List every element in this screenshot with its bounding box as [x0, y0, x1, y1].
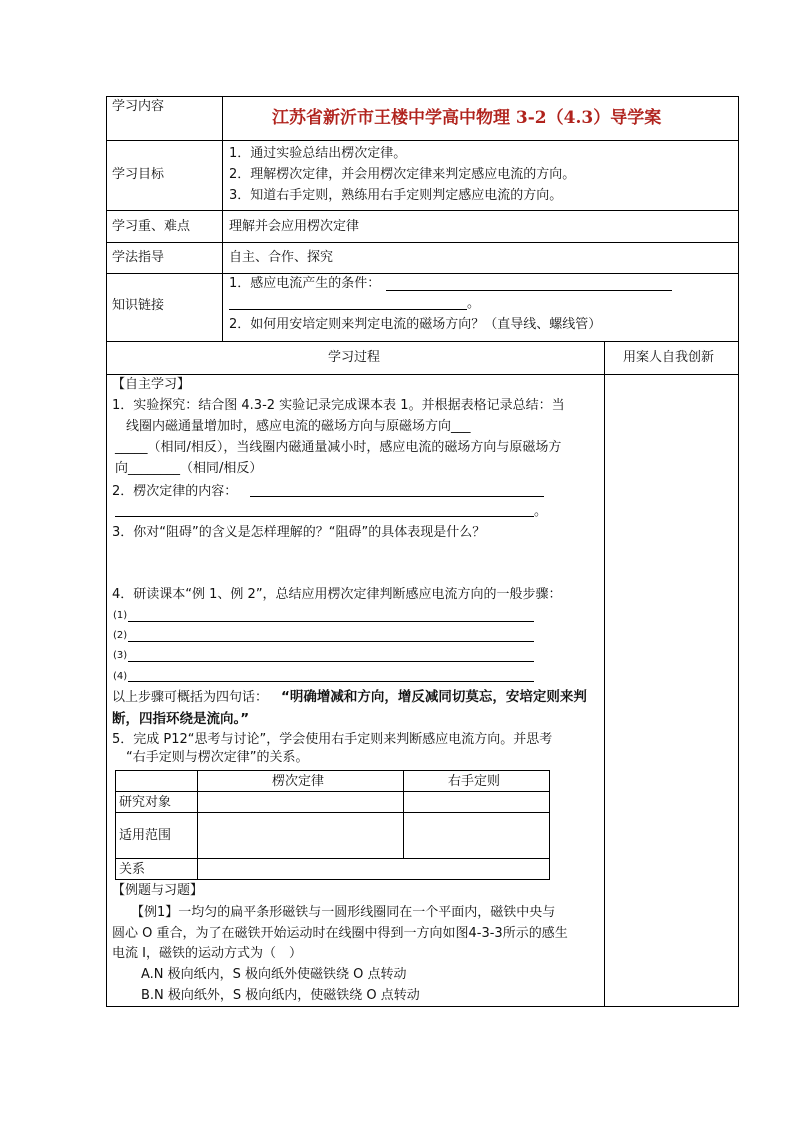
answer-line [128, 641, 534, 642]
question-1-line3: _____（相同/相反），当线圈内磁通量减小时，感应电流的磁场方向与原磁场方 [115, 440, 562, 455]
method-value: 自主、合作、探究 [229, 250, 334, 265]
row-label-content: 学习内容 [112, 99, 165, 114]
table-row-relation: 关系 [119, 862, 146, 877]
question-3: 3．你对“阻碍”的含义是怎样理解的？“阻碍”的具体表现是什么？ [112, 525, 486, 540]
option-a: A.N 极向纸内，S 极向纸外使磁铁绕 O 点转动 [141, 967, 407, 982]
step-number: (4) [113, 671, 128, 682]
page-title: 江苏省新沂市王楼中学高中物理 3-2（4.3）导学案 [272, 108, 662, 128]
step-number: (1) [113, 610, 128, 621]
example-1-line3: 电流 I，磁铁的运动方式为（ ） [112, 946, 302, 961]
question-1-line4: 向________（相同/相反） [115, 461, 263, 476]
row-label-links: 知识链接 [112, 298, 165, 313]
step-number: (3) [113, 650, 128, 661]
answer-line [128, 661, 534, 662]
focus-value: 理解并会应用楞次定律 [229, 219, 360, 234]
option-b: B.N 极向纸外，S 极向纸内，使磁铁绕 O 点转动 [141, 988, 420, 1003]
example-1: 【例1】一均匀的扁平条形磁铁与一圆形线圈同在一个平面内，磁铁中央与 [131, 905, 556, 920]
section-self-study: 【自主学习】 [112, 377, 191, 392]
process-header: 学习过程 [328, 350, 381, 365]
question-1-line2: 线圈内磁通量增加时，感应电流的磁场方向与原磁场方向___ [126, 419, 471, 434]
question-2-end: 。 [534, 504, 548, 519]
link-end: 。 [467, 296, 481, 311]
question-4: 4．研读课本“例 1、例 2”，总结应用楞次定律判断感应电流方向的一般步骤： [112, 587, 562, 602]
summary-rhyme: “明确增减和方向，增反减同切莫忘，安培定则来判 [281, 689, 587, 705]
table-row-scope: 适用范围 [119, 828, 172, 843]
summary-rhyme-2: 断，四指环绕是流向。” [112, 711, 250, 727]
link-item-1: 1．感应电流产生的条件： [229, 276, 381, 291]
row-label-goals: 学习目标 [112, 167, 165, 182]
table-col-right-hand: 右手定则 [448, 774, 501, 789]
row-label-focus: 学习重、难点 [112, 219, 191, 234]
goal-item: 1．通过实验总结出楞次定律。 [229, 146, 407, 161]
row-label-method: 学法指导 [112, 250, 165, 265]
answer-line [229, 309, 467, 310]
answer-line [250, 496, 544, 497]
link-item-2: 2．如何用安培定则来判定电流的磁场方向？（直导线、螺线管） [229, 317, 602, 332]
answer-line [128, 621, 534, 622]
table-col-lenz: 楞次定律 [272, 774, 325, 789]
example-1-line2: 圆心 O 重合，为了在磁铁开始运动时在线圈中得到一方向如图4-3-3所示的感生 [112, 926, 568, 941]
answer-line [128, 681, 534, 682]
answer-line [115, 516, 534, 517]
question-5-line2: “右手定则与楞次定律”的关系。 [126, 750, 309, 765]
answer-line [386, 290, 672, 291]
question-1: 1．实验探究：结合图 4.3-2 实验记录完成课本表 1。并根据表格记录总结：当 [112, 398, 565, 413]
question-2: 2．楞次定律的内容： [112, 484, 238, 499]
goal-item: 2．理解楞次定律，并会用楞次定律来判定感应电流的方向。 [229, 167, 576, 182]
goal-item: 3．知道右手定则，熟练用右手定则判定感应电流的方向。 [229, 188, 563, 203]
step-number: (2) [113, 630, 128, 641]
section-examples: 【例题与习题】 [112, 883, 204, 898]
summary-lead: 以上步骤可概括为四句话： [112, 690, 269, 705]
table-row-object: 研究对象 [119, 795, 172, 810]
notes-header: 用案人自我创新 [623, 350, 715, 365]
question-5: 5．完成 P12“思考与讨论”，学会使用右手定则来判断感应电流方向。并思考 [112, 732, 553, 747]
